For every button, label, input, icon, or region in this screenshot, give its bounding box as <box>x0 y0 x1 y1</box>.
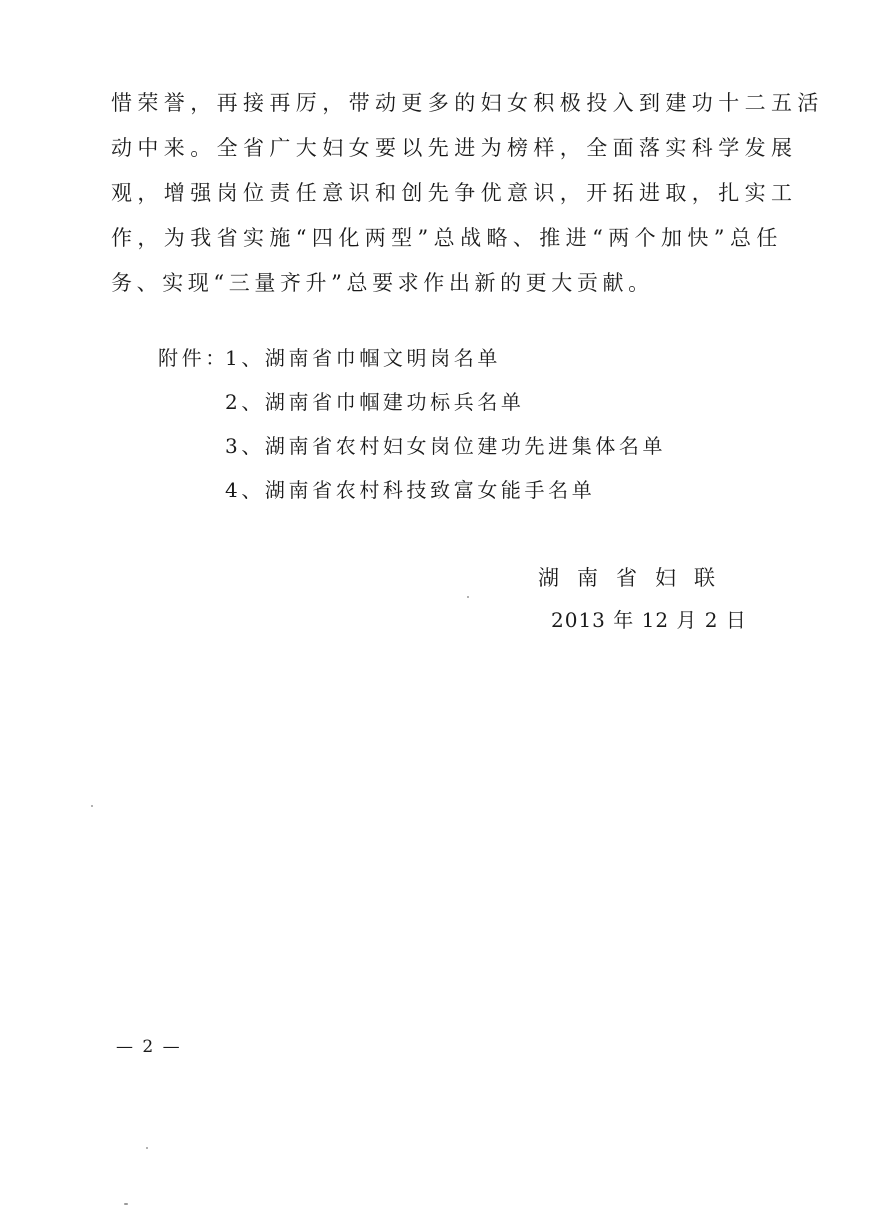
scan-speck <box>467 596 469 598</box>
page-number: — 2 — <box>116 1037 182 1057</box>
body-text-line: 惜荣誉，再接再厉，带动更多的妇女积极投入到建功十二五活 <box>111 91 824 115</box>
attachment-item: 3、湖南省农村妇女岗位建功先进集体名单 <box>225 434 667 458</box>
body-text-line: 观，增强岗位责任意识和创先争优意识，开拓进取，扎实工 <box>111 181 798 205</box>
body-text-line: 动中来。全省广大妇女要以先进为榜样，全面落实科学发展 <box>111 136 798 160</box>
attachment-item: 1、湖南省巾帼文明岗名单 <box>225 346 501 370</box>
scan-speck <box>124 1203 128 1205</box>
signature-date: 2013 年 12 月 2 日 <box>551 608 747 632</box>
attachment-item: 4、湖南省农村科技致富女能手名单 <box>225 478 596 502</box>
scan-speck <box>146 1147 148 1149</box>
scan-speck <box>91 805 93 807</box>
attachment-item: 2、湖南省巾帼建功标兵名单 <box>225 390 525 414</box>
body-text-line: 务、实现“三量齐升”总要求作出新的更大贡献。 <box>111 271 654 295</box>
body-text-line: 作，为我省实施“四化两型”总战略、推进“两个加快”总任 <box>111 226 783 250</box>
signature-organization: 湖南省妇联 <box>538 566 733 590</box>
attachments-label: 附件： <box>158 346 229 370</box>
